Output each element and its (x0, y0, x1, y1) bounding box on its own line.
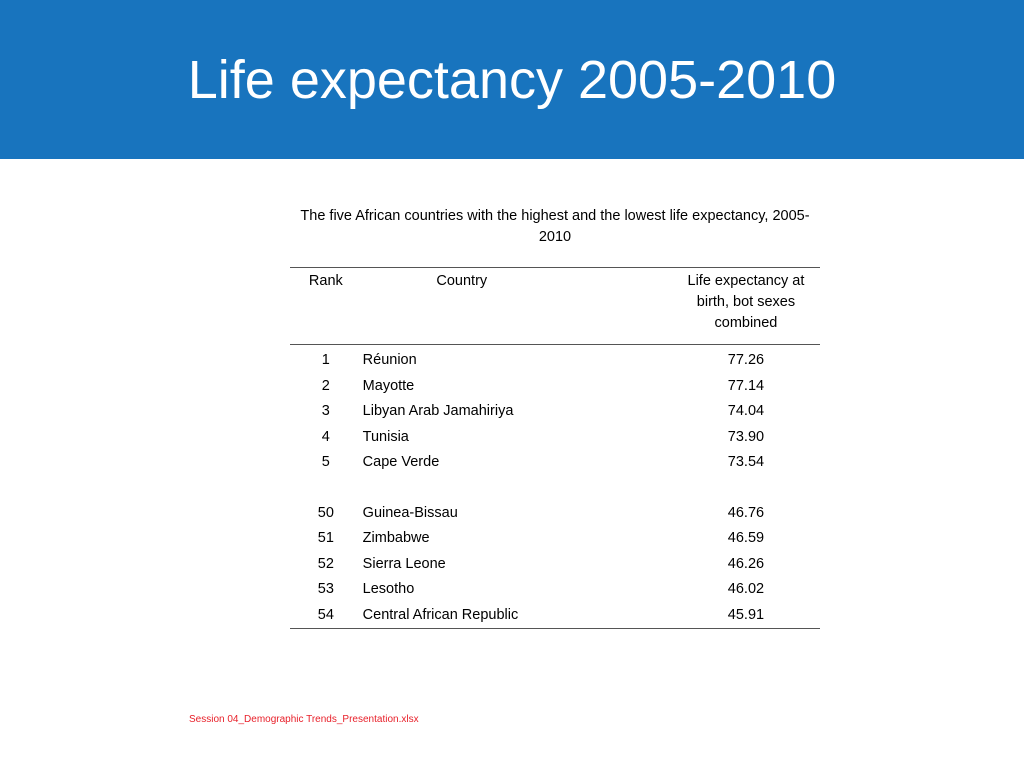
table-row (290, 425, 820, 451)
value-cell: 46.59 (727, 530, 765, 546)
rank-cell: 51 (317, 530, 334, 546)
country-cell: Central African Republic (362, 606, 519, 623)
country-cell: Mayotte (362, 377, 415, 394)
country-cell: Guinea-Bissau (362, 504, 458, 521)
country-cell: Tunisia (362, 428, 409, 445)
rank-cell: 4 (321, 428, 330, 445)
table-row (290, 603, 820, 629)
table-row (290, 345, 820, 374)
value-cell: 46.02 (727, 581, 765, 597)
spacer-cell (672, 476, 820, 501)
value-cell: 45.91 (727, 606, 765, 623)
life-expectancy-table (290, 267, 820, 629)
country-cell: Réunion (362, 352, 417, 368)
country-cell: Libyan Arab Jamahiriya (362, 403, 514, 419)
value-cell: 46.26 (727, 555, 765, 572)
rank-cell: 53 (317, 581, 334, 597)
value-cell: 73.54 (727, 454, 765, 470)
country-cell: Zimbabwe (362, 530, 430, 546)
table-row (290, 552, 820, 578)
table-header-row (290, 268, 820, 345)
country-cell: Lesotho (362, 581, 415, 597)
value-cell: 46.76 (727, 504, 765, 521)
rank-cell: 50 (317, 504, 334, 521)
rank-cell: 3 (321, 403, 330, 419)
header-life-expectancy: Life expectancy at birth, bot sexes combined (687, 273, 805, 331)
rank-cell: 5 (321, 454, 330, 470)
table-row (290, 526, 820, 552)
value-cell: 73.90 (727, 428, 765, 445)
spacer-cell (290, 476, 362, 501)
header-country: Country (436, 273, 488, 289)
title-bar (0, 0, 1024, 159)
rank-cell: 2 (321, 377, 330, 394)
table-spacer-row (290, 476, 820, 501)
table-row (290, 450, 820, 476)
country-cell: Cape Verde (362, 454, 440, 470)
rank-cell: 52 (317, 555, 334, 572)
table-row (290, 501, 820, 527)
table-row (290, 577, 820, 603)
table-caption: The five African countries with the highest and the lowest life expectancy, 2005-2010 (300, 208, 810, 245)
value-cell: 74.04 (727, 403, 765, 419)
rank-cell: 1 (321, 352, 330, 368)
table-row (290, 374, 820, 400)
rank-cell: 54 (317, 606, 334, 623)
source-note: Session 04_Demographic Trends_Presentation.xlsx (189, 714, 419, 725)
slide-title: Life expectancy 2005-2010 (187, 50, 837, 110)
table-row (290, 399, 820, 425)
spacer-cell (362, 476, 672, 501)
header-rank: Rank (308, 273, 343, 289)
country-cell: Sierra Leone (362, 555, 446, 572)
value-cell: 77.26 (727, 352, 765, 368)
value-cell: 77.14 (727, 377, 765, 394)
